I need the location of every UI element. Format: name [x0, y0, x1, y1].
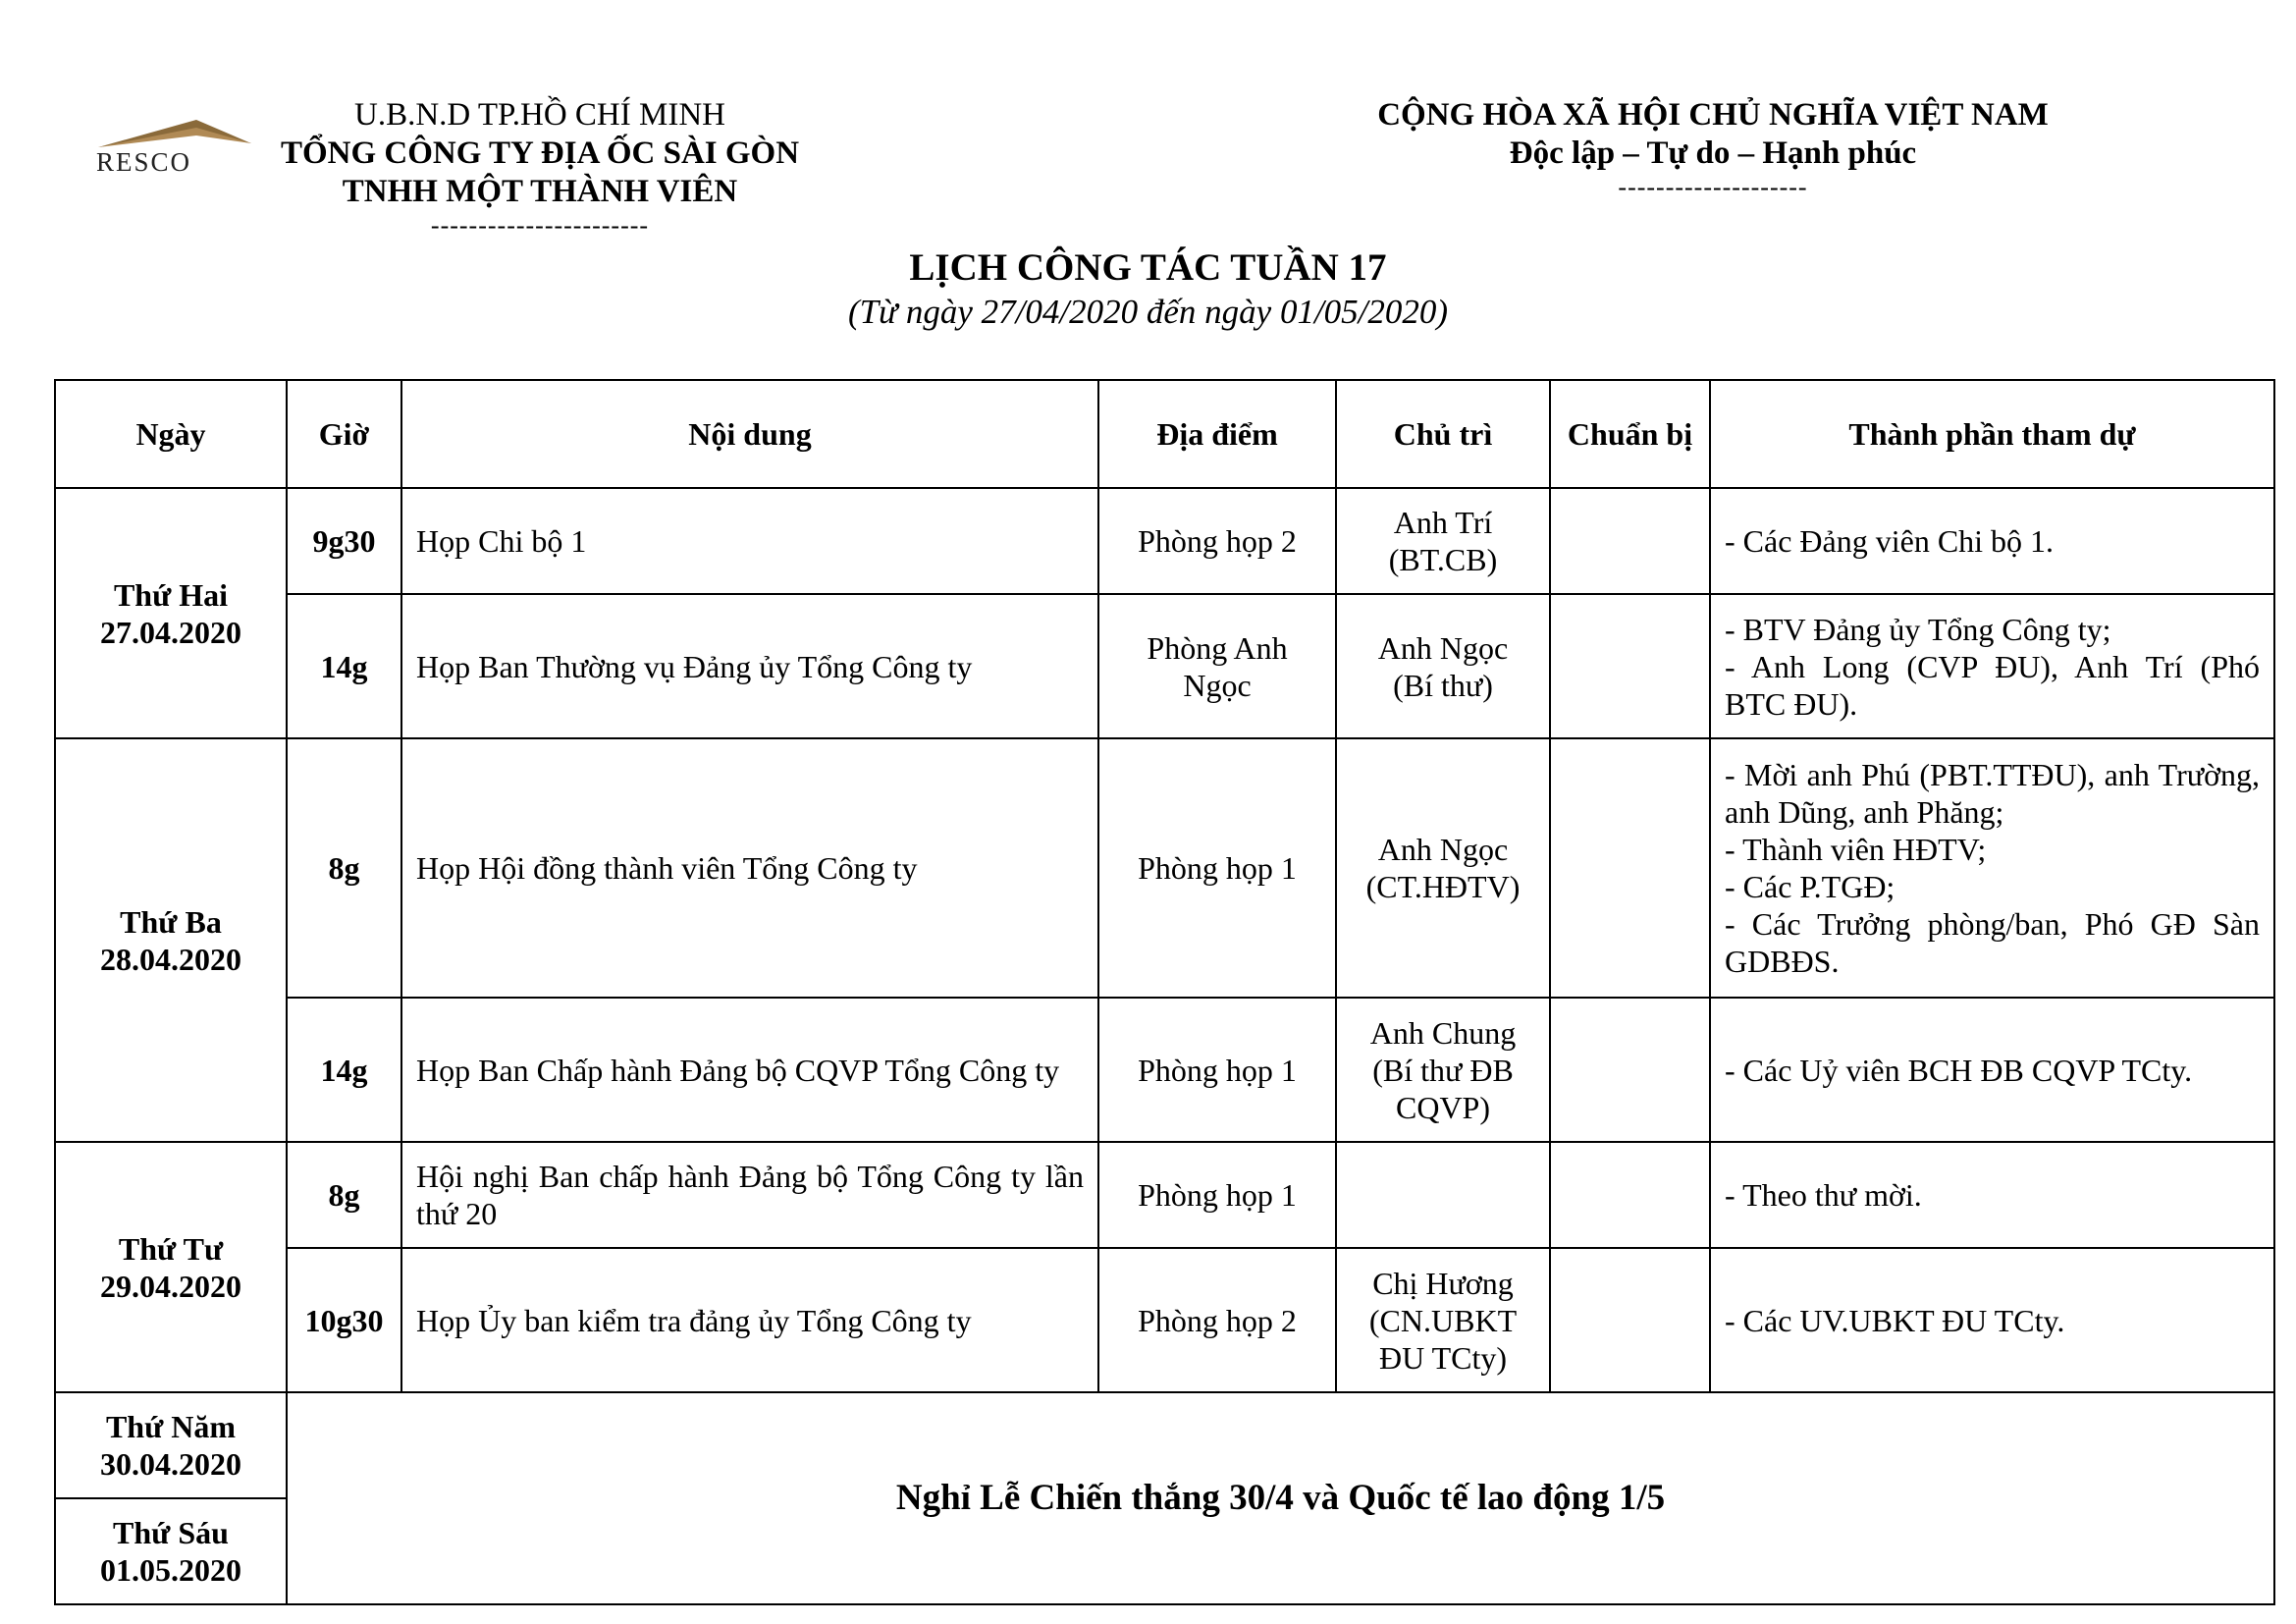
attendee-line: - Các P.TGĐ;: [1725, 869, 1896, 904]
attendee-line: - Anh Long (CVP ĐU), Anh Trí (Phó BTC ĐU).: [1725, 648, 2260, 722]
content-cell: Họp Chi bộ 1: [401, 488, 1098, 594]
content-cell: Họp Ủy ban kiểm tra đảng ủy Tổng Công ty: [401, 1248, 1098, 1392]
time-cell: 8g: [287, 1142, 401, 1248]
prep-cell: [1550, 488, 1710, 594]
host-line: (CN.UBKT: [1368, 1302, 1518, 1338]
day-cell-thursday: [55, 1392, 287, 1498]
attendee-line: - Các Trưởng phòng/ban, Phó GĐ Sàn GDBĐS.: [1725, 906, 2260, 979]
place-cell: Phòng họp 2: [1098, 1248, 1336, 1392]
org-line-3: TNHH MỘT THÀNH VIÊN: [342, 174, 738, 209]
host-cell: [1336, 738, 1550, 998]
day-name: Thứ Hai: [113, 576, 229, 613]
host-line: Anh Chung: [1369, 1014, 1517, 1051]
col-header-place: Địa điểm: [1098, 380, 1336, 488]
host-line: (BT.CB): [1388, 542, 1498, 577]
host-cell: [1336, 1248, 1550, 1392]
prep-cell: [1550, 998, 1710, 1142]
day-date: 30.04.2020: [100, 1446, 241, 1482]
attendee-line: - Mời anh Phú (PBT.TTĐU), anh Trường, anh Dũng, anh Phăng;: [1725, 757, 2260, 830]
table-row: [55, 998, 2274, 1142]
host-cell: [1336, 998, 1550, 1142]
host-line: (Bí thư): [1393, 667, 1493, 703]
host-cell: [1336, 1142, 1550, 1248]
attendees-cell: - Các Đảng viên Chi bộ 1.: [1710, 488, 2274, 594]
schedule-table: [54, 379, 2275, 1605]
attendees-cell: - Các UV.UBKT ĐU TCty.: [1710, 1248, 2274, 1392]
content-cell: Họp Hội đồng thành viên Tổng Công ty: [401, 738, 1098, 998]
host-cell: [1336, 488, 1550, 594]
table-row: [55, 1248, 2274, 1392]
time-cell: 14g: [287, 998, 401, 1142]
place-cell: Phòng họp 1: [1098, 738, 1336, 998]
host-cell: [1336, 594, 1550, 738]
host-line: ĐU TCty): [1378, 1339, 1508, 1376]
attendees-cell: [1710, 594, 2274, 738]
day-date: 29.04.2020: [100, 1268, 241, 1304]
time-cell: 14g: [287, 594, 401, 738]
table-row: [55, 594, 2274, 738]
host-line: Chị Hương: [1372, 1265, 1514, 1301]
table-row: [55, 1392, 2274, 1498]
time-cell: 8g: [287, 738, 401, 998]
organization-header: [265, 96, 815, 241]
table-header-row: [55, 380, 2274, 488]
day-name: Thứ Năm: [105, 1409, 237, 1444]
content-cell: Họp Ban Thường vụ Đảng ủy Tổng Công ty: [401, 594, 1098, 738]
day-name: Thứ Sáu: [113, 1515, 229, 1550]
logo-text: RESCO: [96, 147, 192, 177]
day-name: Thứ Ba: [120, 903, 222, 940]
col-header-attendees: Thành phần tham dự: [1710, 380, 2274, 488]
host-line: CQVP): [1395, 1089, 1490, 1125]
prep-cell: [1550, 738, 1710, 998]
host-line: Anh Ngọc: [1377, 832, 1509, 867]
day-cell-tuesday: [55, 738, 287, 1142]
col-header-content: Nội dung: [401, 380, 1098, 488]
host-line: Anh Ngọc: [1377, 629, 1509, 666]
day-name: Thứ Tư: [118, 1230, 224, 1267]
place-cell: Phòng họp 1: [1098, 998, 1336, 1142]
national-divider: --------------------: [1618, 173, 1808, 201]
national-line-1: CỘNG HÒA XÃ HỘI CHỦ NGHĨA VIỆT NAM: [1377, 97, 2049, 133]
attendees-cell: - Theo thư mời.: [1710, 1142, 2274, 1248]
day-date: 27.04.2020: [100, 614, 241, 650]
time-cell: 10g30: [287, 1248, 401, 1392]
document-title: LỊCH CÔNG TÁC TUẦN 17: [909, 246, 1387, 289]
content-cell: Họp Ban Chấp hành Đảng bộ CQVP Tổng Công ty: [401, 998, 1098, 1142]
resco-logo: [90, 114, 257, 183]
col-header-time: Giờ: [287, 380, 401, 488]
org-line-2: TỔNG CÔNG TY ĐỊA ỐC SÀI GÒN: [280, 135, 800, 171]
prep-cell: [1550, 1248, 1710, 1392]
national-line-2: Độc lập – Tự do – Hạnh phúc: [1509, 135, 1917, 171]
attendee-line: - Thành viên HĐTV;: [1725, 832, 1987, 867]
prep-cell: [1550, 1142, 1710, 1248]
place-cell: Phòng họp 1: [1098, 1142, 1336, 1248]
col-header-day: Ngày: [55, 380, 287, 488]
col-header-host: Chủ trì: [1336, 380, 1550, 488]
col-header-prep: Chuẩn bị: [1550, 380, 1710, 488]
host-line: Anh Trí: [1393, 505, 1493, 540]
prep-cell: [1550, 594, 1710, 738]
attendee-line: - BTV Đảng ủy Tổng Công ty;: [1725, 611, 2111, 647]
place-cell: Phòng Anh Ngọc: [1098, 594, 1336, 738]
table-row: [55, 738, 2274, 998]
holiday-notice: Nghỉ Lễ Chiến thắng 30/4 và Quốc tế lao động 1/5: [287, 1392, 2274, 1604]
table-row: [55, 488, 2274, 594]
attendees-cell: [1710, 738, 2274, 998]
document-subtitle: (Từ ngày 27/04/2020 đến ngày 01/05/2020): [847, 293, 1449, 331]
national-header: [1330, 96, 2096, 202]
place-cell: Phòng họp 2: [1098, 488, 1336, 594]
day-date: 28.04.2020: [100, 941, 241, 977]
org-divider: -----------------------: [430, 211, 650, 240]
day-cell-monday: [55, 488, 287, 738]
day-date: 01.05.2020: [100, 1552, 241, 1588]
time-cell: 9g30: [287, 488, 401, 594]
table-row: [55, 1142, 2274, 1248]
host-line: (CT.HĐTV): [1365, 869, 1521, 904]
host-line: (Bí thư ĐB: [1372, 1052, 1514, 1088]
day-cell-wednesday: [55, 1142, 287, 1392]
attendees-cell: - Các Uỷ viên BCH ĐB CQVP TCty.: [1710, 998, 2274, 1142]
content-cell: Hội nghị Ban chấp hành Đảng bộ Tổng Công ty lần thứ 20: [401, 1142, 1098, 1248]
day-cell-friday: [55, 1498, 287, 1604]
org-line-1: U.B.N.D TP.HỒ CHÍ MINH: [353, 97, 725, 133]
